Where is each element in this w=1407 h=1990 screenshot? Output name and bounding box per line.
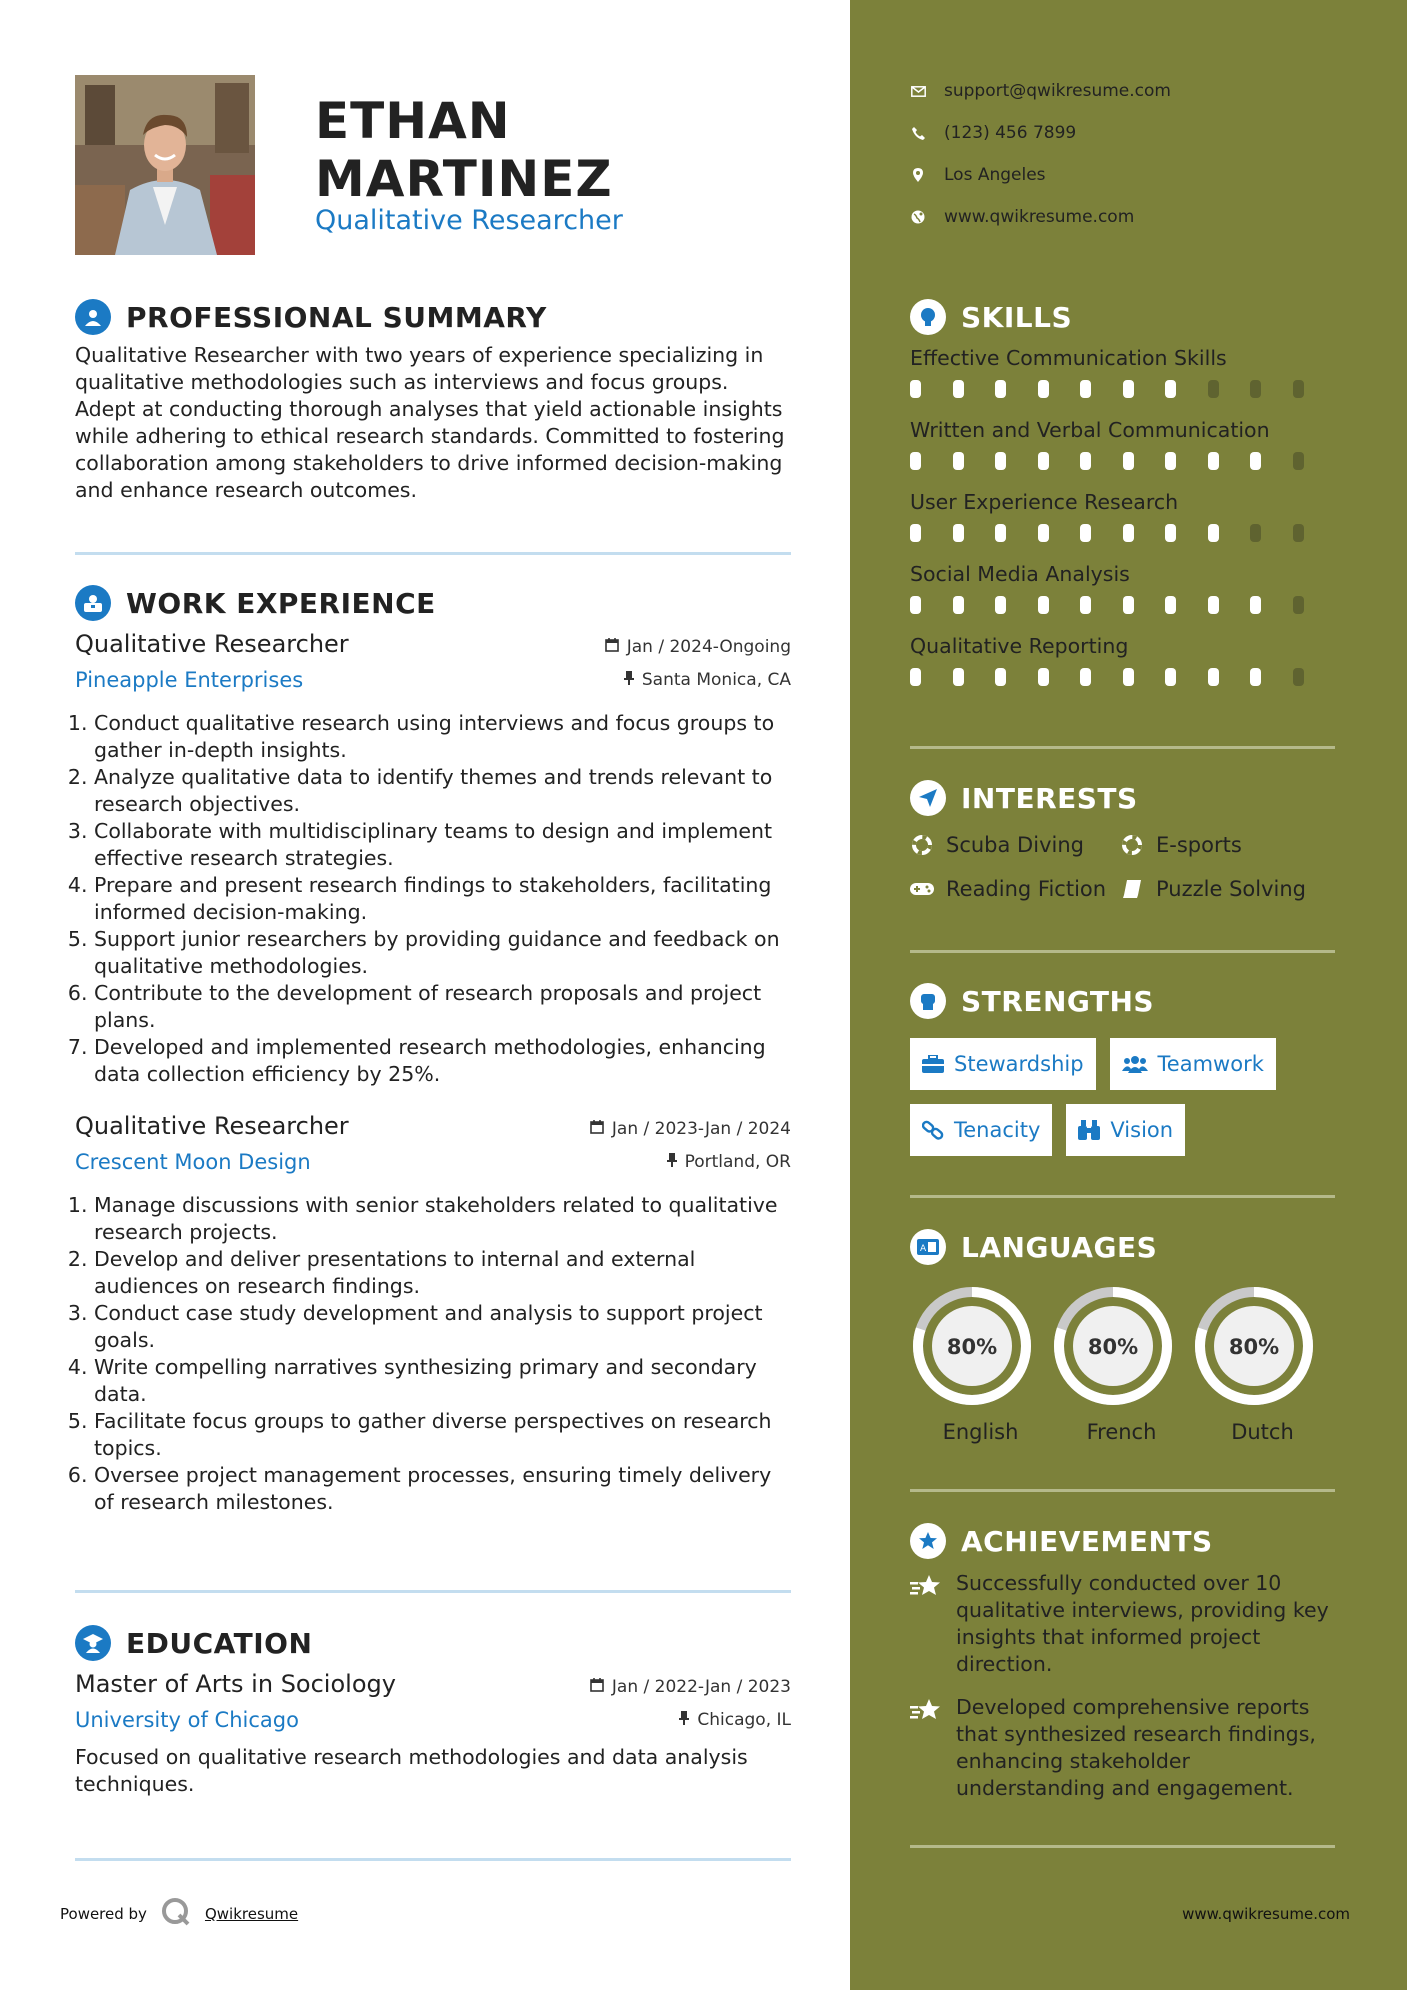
skill-rating xyxy=(910,524,1335,542)
rating-dot xyxy=(995,668,1006,686)
rating-dot xyxy=(953,452,964,470)
rating-dot xyxy=(1165,452,1176,470)
rating-dot xyxy=(1250,380,1261,398)
translate-icon xyxy=(910,1229,946,1265)
list-item: 5. Facilitate focus groups to gather diverse perspectives on research topics. xyxy=(94,1408,791,1462)
interest-label: E-sports xyxy=(1156,833,1242,857)
skills-list xyxy=(910,346,1335,686)
rating-dot xyxy=(995,524,1006,542)
interests-section xyxy=(910,779,1335,903)
email-text[interactable]: support@qwikresume.com xyxy=(944,81,1171,101)
job-title: Qualitative Researcher xyxy=(315,205,623,236)
briefcase-icon xyxy=(922,1055,944,1073)
rating-dot xyxy=(1250,452,1261,470)
achievements-heading: ACHIEVEMENTS xyxy=(961,1524,1213,1558)
rating-dot xyxy=(1038,452,1049,470)
list-item: 3. Collaborate with multidisciplinary teams to design and implement effective research strategies. xyxy=(94,818,791,872)
job-company: Pineapple Enterprises xyxy=(75,668,304,692)
strength-label: Vision xyxy=(1110,1118,1174,1142)
languages-section xyxy=(910,1228,1335,1444)
rating-dot xyxy=(910,452,921,470)
education-dates: Jan / 2022-Jan / 2023 xyxy=(611,1677,791,1697)
list-item xyxy=(910,1570,1335,1678)
rating-dot xyxy=(1038,668,1049,686)
list-item xyxy=(910,875,1120,903)
rating-dot xyxy=(1208,452,1219,470)
skills-heading: SKILLS xyxy=(961,300,1073,334)
strength-label: Stewardship xyxy=(954,1052,1084,1076)
star-trail-icon xyxy=(910,1570,942,1678)
rating-dot xyxy=(910,380,921,398)
svg-text:A: A xyxy=(920,1244,927,1254)
list-item: 4. Write compelling narratives synthesizing primary and secondary data. xyxy=(94,1354,791,1408)
rating-dot xyxy=(953,380,964,398)
pin-icon xyxy=(679,1710,689,1730)
rating-dot xyxy=(910,524,921,542)
list-item: 2. Develop and deliver presentations to internal and external audiences on research findings. xyxy=(94,1246,791,1300)
interest-label: Scuba Diving xyxy=(946,833,1084,857)
list-item: 1. Manage discussions with senior stakeholders related to qualitative research projects. xyxy=(94,1192,791,1246)
school: University of Chicago xyxy=(75,1708,299,1732)
achievement-text: Successfully conducted over 10 qualitative interviews, providing key insights that informed project direction. xyxy=(956,1571,1329,1676)
language-percent: 80% xyxy=(1228,1335,1280,1359)
user-icon xyxy=(75,299,111,335)
contact-list xyxy=(910,70,1171,238)
education-location: Chicago, IL xyxy=(697,1710,791,1730)
achievement-text: Developed comprehensive reports that synthesized research findings, enhancing stakeholder understanding and engagement. xyxy=(956,1695,1316,1800)
achievements-section xyxy=(910,1522,1335,1802)
language-name: Dutch xyxy=(1231,1420,1294,1444)
book-icon xyxy=(1120,879,1144,899)
rating-dot xyxy=(1165,380,1176,398)
job-dates: Jan / 2024-Ongoing xyxy=(626,637,791,657)
divider xyxy=(910,746,1335,749)
rating-dot xyxy=(1165,668,1176,686)
job-entry-title: Qualitative Researcher xyxy=(75,1112,349,1140)
rating-dot xyxy=(1123,668,1134,686)
job-location: Santa Monica, CA xyxy=(641,670,791,690)
rating-dot xyxy=(1080,596,1091,614)
divider xyxy=(75,552,791,555)
lightbulb-icon xyxy=(910,299,946,335)
strength-badge xyxy=(910,1104,1052,1156)
contact-website xyxy=(910,196,1171,238)
rating-dot xyxy=(953,524,964,542)
rating-dot xyxy=(995,596,1006,614)
languages-heading: LANGUAGES xyxy=(961,1230,1158,1264)
experience-section xyxy=(75,584,791,1516)
job-duties xyxy=(75,710,791,1088)
candidate-name xyxy=(315,92,613,208)
rating-dot xyxy=(1123,452,1134,470)
rating-dot xyxy=(1123,524,1134,542)
rating-dot xyxy=(1038,596,1049,614)
job-entry-title: Qualitative Researcher xyxy=(75,630,349,658)
list-item: 1. Conduct qualitative research using interviews and focus groups to gather in-depth insights. xyxy=(94,710,791,764)
strength-badge xyxy=(1066,1104,1185,1156)
languages-list xyxy=(910,1284,1335,1444)
language-name: English xyxy=(942,1420,1019,1444)
pin-icon xyxy=(624,670,634,690)
strength-badge xyxy=(910,1038,1096,1090)
skill-name: Social Media Analysis xyxy=(910,562,1130,586)
strength-badge xyxy=(1110,1038,1276,1090)
summary-heading: PROFESSIONAL SUMMARY xyxy=(126,300,547,334)
language-ring xyxy=(910,1284,1034,1408)
job-location: Portland, OR xyxy=(684,1152,791,1172)
link-icon xyxy=(922,1120,944,1140)
users-icon xyxy=(1122,1055,1148,1073)
footer-website[interactable]: www.qwikresume.com xyxy=(1182,1905,1350,1923)
rating-dot xyxy=(1293,668,1304,686)
map-marker-icon xyxy=(910,168,926,182)
list-item: 4. Prepare and present research findings to stakeholders, facilitating informed decision-making. xyxy=(94,872,791,926)
rating-dot xyxy=(1038,380,1049,398)
divider xyxy=(910,950,1335,953)
qwikresume-logo-icon xyxy=(161,1897,191,1931)
rating-dot xyxy=(1250,668,1261,686)
powered-by-label: Powered by xyxy=(60,1905,147,1923)
rating-dot xyxy=(1080,524,1091,542)
phone-text: (123) 456 7899 xyxy=(944,123,1077,143)
divider xyxy=(910,1489,1335,1492)
language-name: French xyxy=(1086,1420,1157,1444)
job-entry xyxy=(75,630,791,1088)
language-ring xyxy=(1192,1284,1316,1408)
divider xyxy=(910,1845,1335,1848)
skill-rating xyxy=(910,380,1335,398)
strengths-heading: STRENGTHS xyxy=(961,984,1155,1018)
rating-dot xyxy=(995,452,1006,470)
skill-name: Effective Communication Skills xyxy=(910,346,1227,370)
language-item xyxy=(1192,1284,1333,1444)
list-item xyxy=(910,1694,1335,1802)
last-name: MARTINEZ xyxy=(315,150,613,208)
list-item xyxy=(1120,875,1320,903)
contact-phone xyxy=(910,112,1171,154)
rating-dot xyxy=(1038,524,1049,542)
summary-text: Qualitative Researcher with two years of experience specializing in qualitative methodologies such as interviews and focus groups. Adept at conducting thorough analyses that yield actionable insights while adhering to ethical research standards. Committed to fostering collaboration among stakeholders to drive informed decision-making and enhance research outcomes. xyxy=(75,343,785,502)
summary-section xyxy=(75,298,791,504)
divider xyxy=(75,1590,791,1593)
language-percent: 80% xyxy=(946,1335,998,1359)
life-ring-icon xyxy=(1120,835,1144,855)
job-duties xyxy=(75,1192,791,1516)
calendar-icon xyxy=(590,1677,604,1697)
skill-rating xyxy=(910,668,1335,686)
job-company: Crescent Moon Design xyxy=(75,1150,311,1174)
pin-icon xyxy=(667,1152,677,1172)
interest-label: Puzzle Solving xyxy=(1156,877,1306,901)
list-item: 6. Oversee project management processes, ensuring timely delivery of research milestones. xyxy=(94,1462,791,1516)
rating-dot xyxy=(910,668,921,686)
rating-dot xyxy=(1250,524,1261,542)
rating-dot xyxy=(1123,380,1134,398)
rating-dot xyxy=(1208,668,1219,686)
rating-dot xyxy=(1080,380,1091,398)
skill-name: Qualitative Reporting xyxy=(910,634,1129,658)
list-item: 2. Analyze qualitative data to identify themes and trends relevant to research objectives. xyxy=(94,764,791,818)
website-text[interactable]: www.qwikresume.com xyxy=(944,207,1135,227)
rating-dot xyxy=(1208,524,1219,542)
education-section xyxy=(75,1624,791,1798)
rating-dot xyxy=(953,668,964,686)
rating-dot xyxy=(1080,668,1091,686)
life-ring-icon xyxy=(910,835,934,855)
skill-rating xyxy=(910,596,1335,614)
rating-dot xyxy=(1293,596,1304,614)
divider xyxy=(910,1195,1335,1198)
language-item xyxy=(1051,1284,1192,1444)
rating-dot xyxy=(910,596,921,614)
divider xyxy=(75,1858,791,1861)
calendar-icon xyxy=(605,637,619,657)
strength-label: Teamwork xyxy=(1157,1052,1264,1076)
skill-name: User Experience Research xyxy=(910,490,1179,514)
fist-icon xyxy=(910,983,946,1019)
education-description: Focused on qualitative research methodologies and data analysis techniques. xyxy=(75,1745,748,1796)
rating-dot xyxy=(1165,596,1176,614)
calendar-icon xyxy=(590,1119,604,1139)
contact-location xyxy=(910,154,1171,196)
strength-label: Tenacity xyxy=(954,1118,1041,1142)
education-heading: EDUCATION xyxy=(126,1626,313,1660)
skills-section xyxy=(910,298,1335,686)
rating-dot xyxy=(1123,596,1134,614)
job-dates: Jan / 2023-Jan / 2024 xyxy=(611,1119,791,1139)
interests-list xyxy=(910,831,1335,903)
language-ring xyxy=(1051,1284,1175,1408)
globe-icon xyxy=(910,210,926,224)
list-item xyxy=(910,831,1120,859)
gamepad-icon xyxy=(910,882,934,896)
rating-dot xyxy=(1293,524,1304,542)
interest-label: Reading Fiction xyxy=(946,877,1107,901)
rating-dot xyxy=(1208,596,1219,614)
rating-dot xyxy=(1250,596,1261,614)
phone-icon xyxy=(910,127,926,140)
binoculars-icon xyxy=(1078,1120,1100,1140)
envelope-icon xyxy=(910,86,926,97)
brand-link[interactable]: Qwikresume xyxy=(204,1905,299,1923)
language-percent: 80% xyxy=(1087,1335,1139,1359)
star-trail-icon xyxy=(910,1694,942,1802)
skill-rating xyxy=(910,452,1335,470)
profile-photo xyxy=(75,75,255,255)
strengths-list xyxy=(910,1038,1335,1156)
graduate-icon xyxy=(75,1625,111,1661)
rating-dot xyxy=(995,380,1006,398)
list-item xyxy=(1120,831,1320,859)
rating-dot xyxy=(1293,452,1304,470)
footer-powered-by xyxy=(60,1897,298,1931)
language-item xyxy=(910,1284,1051,1444)
briefcase-user-icon xyxy=(75,585,111,621)
skill-name: Written and Verbal Communication xyxy=(910,418,1270,442)
rating-dot xyxy=(1080,452,1091,470)
paper-plane-icon xyxy=(910,780,946,816)
list-item: 6. Contribute to the development of research proposals and project plans. xyxy=(94,980,791,1034)
star-badge-icon xyxy=(910,1523,946,1559)
rating-dot xyxy=(1208,380,1219,398)
degree: Master of Arts in Sociology xyxy=(75,1670,396,1698)
list-item: 5. Support junior researchers by providing guidance and feedback on qualitative methodologies. xyxy=(94,926,791,980)
first-name: ETHAN xyxy=(315,92,511,150)
contact-email xyxy=(910,70,1171,112)
rating-dot xyxy=(953,596,964,614)
rating-dot xyxy=(1165,524,1176,542)
job-entry xyxy=(75,1112,791,1516)
interests-heading: INTERESTS xyxy=(961,781,1138,815)
location-text: Los Angeles xyxy=(944,165,1046,185)
rating-dot xyxy=(1293,380,1304,398)
experience-heading: WORK EXPERIENCE xyxy=(126,586,436,620)
strengths-section xyxy=(910,982,1335,1156)
list-item: 7. Developed and implemented research methodologies, enhancing data collection efficiency by 25%. xyxy=(94,1034,791,1088)
list-item: 3. Conduct case study development and analysis to support project goals. xyxy=(94,1300,791,1354)
